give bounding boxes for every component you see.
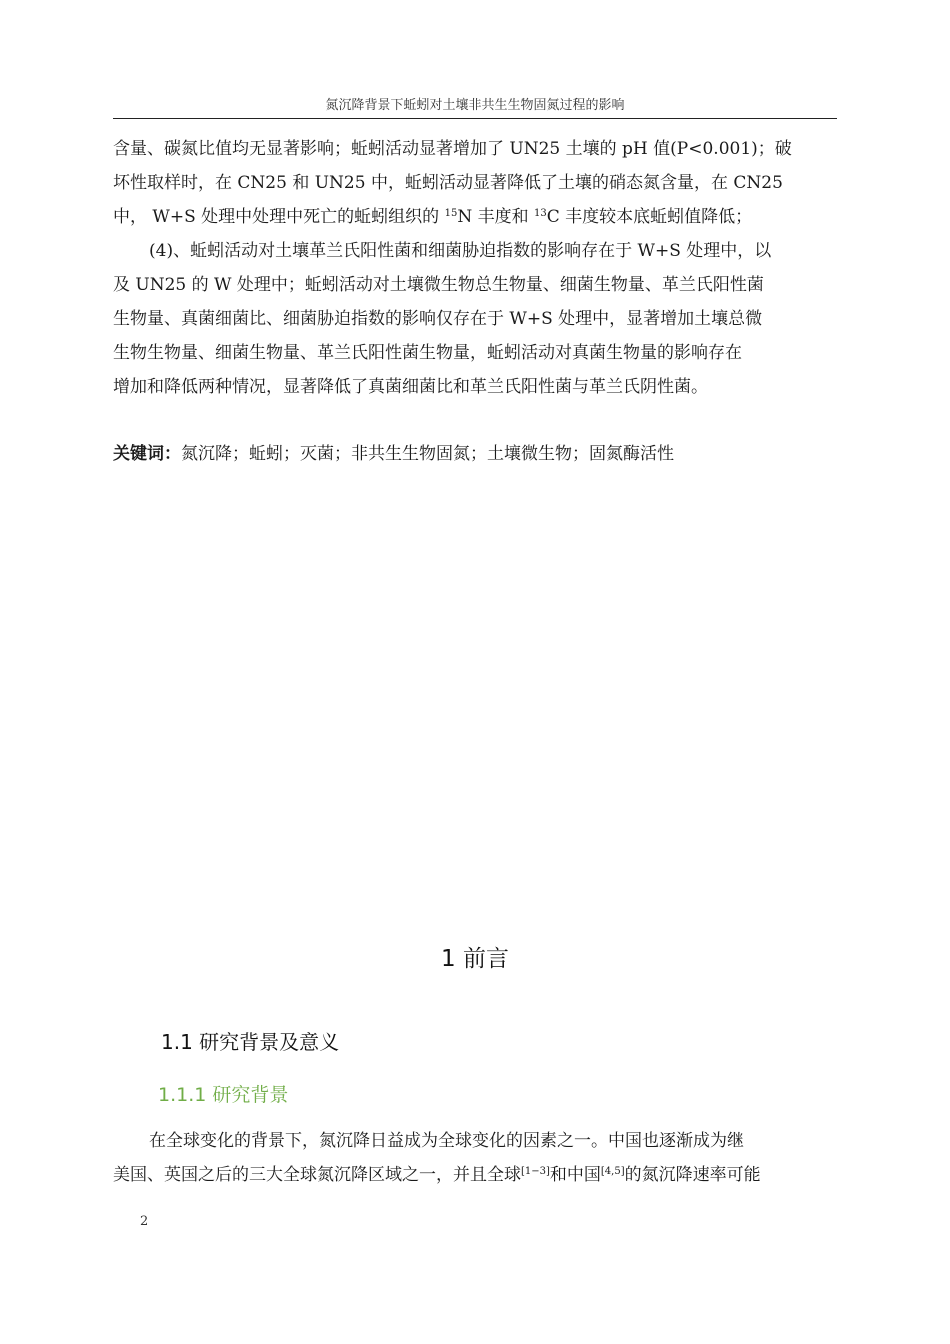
text-run: N 丰度和 [457,207,534,227]
text-run: 的氮沉降速率可能 [624,1165,761,1185]
chapter-title: 1 前言 [441,946,509,972]
paragraph-line [113,200,837,234]
paragraph-line: 增加和降低两种情况，显著降低了真菌细菌比和革兰氏阳性菌与革兰氏阴性菌。 [113,377,708,397]
paragraph-line: (4)、蚯蚓活动对土壤革兰氏阳性菌和细菌胁迫指数的影响存在于 W+S 处理中，以 [149,241,772,261]
paragraph-line: 在全球变化的背景下，氮沉降日益成为全球变化的因素之一。中国也逐渐成为继 [149,1131,744,1151]
paragraph-line: 及 UN25 的 W 处理中；蚯蚓活动对土壤微生物总生物量、细菌生物量、革兰氏阳性菌 [113,275,764,295]
paragraph-results-continued [113,132,837,234]
citation-superscript: [4,5] [600,1166,625,1177]
citation-superscript: [1−3] [521,1166,550,1177]
paragraph-line: 坏性取样时，在 CN25 和 UN25 中，蚯蚓活动显著降低了土壤的硝态氮含量，在 CN25 [113,173,783,193]
keywords-line [113,437,837,471]
keywords-text: 氮沉降；蚯蚓；灭菌；非共生生物固氮；土壤微生物；固氮酶活性 [181,444,674,464]
text-run: 中， W+S 处理中处理中死亡的蚯蚓组织的 [113,207,445,227]
running-header: 氮沉降背景下蚯蚓对土壤非共生生物固氮过程的影响 [325,98,625,113]
text-run: C 丰度较本底蚯蚓值降低； [546,207,753,227]
paragraph-line [113,1158,837,1192]
page-number: 2 [140,1214,149,1229]
text-run: 美国、英国之后的三大全球氮沉降区域之一，并且全球 [113,1165,521,1185]
superscript-isotope-c: 13 [534,208,547,219]
paragraph-result-4 [113,234,837,404]
section-title: 1.1 研究背景及意义 [161,1030,340,1054]
paragraph-background [113,1124,837,1192]
paragraph-line: 生物量、真菌细菌比、细菌胁迫指数的影响仅存在于 W+S 处理中，显著增加土壤总微 [113,309,763,329]
subsection-title: 1.1.1 研究背景 [158,1084,289,1106]
text-run: 和中国 [549,1165,601,1185]
keywords [113,437,837,471]
header-rule [113,118,837,119]
paragraph-line: 生物生物量、细菌生物量、革兰氏阳性菌生物量，蚯蚓活动对真菌生物量的影响存在 [113,343,742,363]
paragraph-line: 含量、碳氮比值均无显著影响；蚯蚓活动显著增加了 UN25 土壤的 pH 值(P<0.001)；破 [113,139,792,159]
keywords-label: 关键词： [113,444,181,464]
superscript-isotope-n: 15 [444,208,458,219]
